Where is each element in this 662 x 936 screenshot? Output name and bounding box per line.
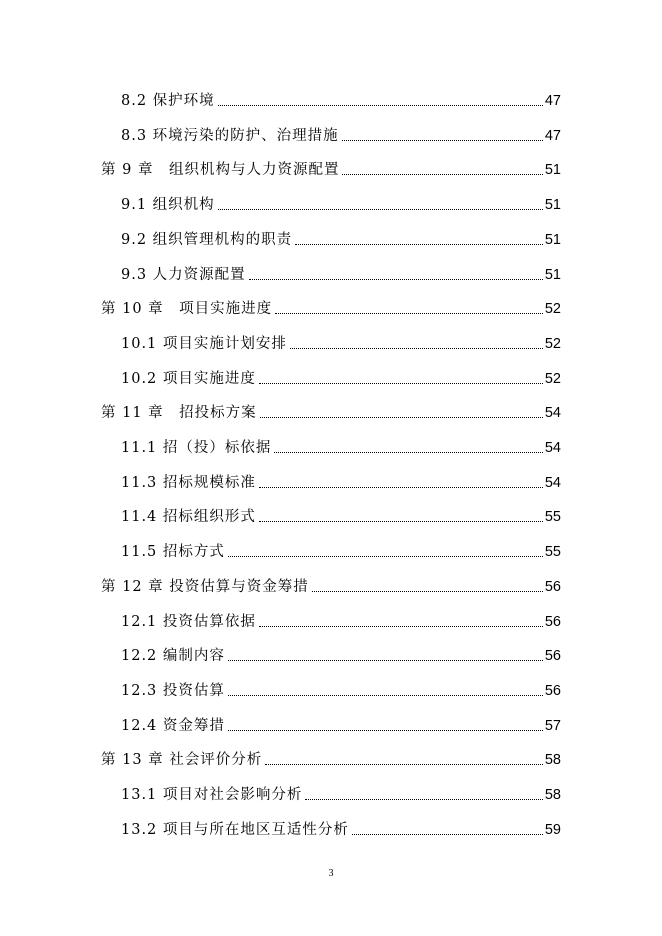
toc-entry-page: 51	[544, 162, 561, 178]
toc-chapter-entry[interactable]	[101, 747, 561, 769]
toc-entry-title: 11.5 招标方式	[121, 544, 225, 560]
toc-dot-leader	[218, 104, 543, 106]
toc-entry-title: 8.2 保护环境	[121, 93, 215, 109]
toc-entry-page: 52	[544, 371, 561, 387]
toc-entry-title: 10.1 项目实施计划安排	[121, 336, 287, 352]
toc-dot-leader	[228, 694, 543, 696]
toc-entry-page: 56	[544, 579, 561, 595]
toc-entry-title: 第 9 章 组织机构与人力资源配置	[101, 162, 340, 178]
toc-section-entry[interactable]	[121, 435, 561, 457]
toc-section-entry[interactable]	[121, 262, 561, 284]
toc-entry-page: 52	[544, 301, 561, 317]
toc-entry-title: 第 13 章 社会评价分析	[101, 752, 263, 768]
toc-section-entry[interactable]	[121, 504, 561, 526]
toc-entry-page: 54	[544, 475, 561, 491]
toc-section-entry[interactable]	[121, 643, 561, 665]
toc-dot-leader	[259, 486, 543, 488]
toc-dot-leader	[342, 173, 542, 175]
toc-section-entry[interactable]	[121, 713, 561, 735]
toc-entry-title: 10.2 项目实施进度	[121, 371, 256, 387]
toc-entry-title: 9.3 人力资源配置	[121, 267, 246, 283]
toc-entry-page: 51	[544, 197, 561, 213]
toc-chapter-entry[interactable]	[101, 400, 561, 422]
toc-entry-page: 55	[544, 509, 561, 525]
toc-section-entry[interactable]	[121, 539, 561, 561]
toc-dot-leader	[259, 625, 543, 627]
toc-entry-page: 56	[544, 648, 561, 664]
toc-entry-title: 11.4 招标组织形式	[121, 509, 256, 525]
toc-entry-title: 12.2 编制内容	[121, 648, 225, 664]
toc-entry-page: 58	[544, 787, 561, 803]
toc-section-entry[interactable]	[121, 782, 561, 804]
toc-entry-page: 54	[544, 405, 561, 421]
toc-entry-title: 8.3 环境污染的防护、治理措施	[121, 128, 339, 144]
toc-section-entry[interactable]	[121, 678, 561, 700]
toc-section-entry[interactable]	[121, 88, 561, 110]
toc-entry-title: 9.2 组织管理机构的职责	[121, 232, 293, 248]
toc-dot-leader	[259, 382, 543, 384]
toc-dot-leader	[259, 520, 543, 522]
toc-dot-leader	[260, 416, 543, 418]
toc-dot-leader	[295, 243, 543, 245]
toc-section-entry[interactable]	[121, 192, 561, 214]
toc-entry-page: 59	[544, 822, 561, 838]
toc-dot-leader	[312, 590, 543, 592]
toc-entry-page: 57	[544, 718, 561, 734]
toc-entry-title: 12.4 资金筹措	[121, 718, 225, 734]
toc-entry-title: 12.3 投资估算	[121, 683, 225, 699]
toc-entry-title: 11.3 招标规模标准	[121, 475, 256, 491]
toc-entry-page: 52	[544, 336, 561, 352]
toc-section-entry[interactable]	[121, 817, 561, 839]
toc-dot-leader	[342, 139, 543, 141]
page-number: 3	[328, 868, 334, 879]
toc-dot-leader	[265, 763, 543, 765]
toc-dot-leader	[352, 833, 543, 835]
toc-entry-page: 47	[544, 93, 561, 109]
toc-entry-page: 58	[544, 752, 561, 768]
toc-chapter-entry[interactable]	[101, 157, 561, 179]
toc-chapter-entry[interactable]	[101, 296, 561, 318]
toc-chapter-entry[interactable]	[101, 574, 561, 596]
toc-entry-title: 第 11 章 招投标方案	[101, 405, 257, 421]
toc-dot-leader	[228, 659, 543, 661]
toc-section-entry[interactable]	[121, 609, 561, 631]
toc-dot-leader	[274, 451, 542, 453]
toc-dot-leader	[228, 729, 543, 731]
toc-dot-leader	[275, 312, 543, 314]
toc-entry-title: 12.1 投资估算依据	[121, 614, 256, 630]
toc-entry-title: 11.1 招（投）标依据	[121, 440, 272, 456]
toc-entry-title: 13.2 项目与所在地区互适性分析	[121, 822, 349, 838]
toc-entry-title: 第 10 章 项目实施进度	[101, 301, 273, 317]
toc-entry-title: 13.1 项目对社会影响分析	[121, 787, 303, 803]
toc-entry-page: 54	[544, 440, 561, 456]
toc-dot-leader	[290, 347, 543, 349]
toc-entry-page: 55	[544, 544, 561, 560]
toc-dot-leader	[305, 798, 542, 800]
toc-section-entry[interactable]	[121, 227, 561, 249]
toc-section-entry[interactable]	[121, 331, 561, 353]
toc-entry-title: 9.1 组织机构	[121, 197, 215, 213]
toc-dot-leader	[249, 278, 543, 280]
toc-entry-page: 56	[544, 614, 561, 630]
toc-entry-page: 51	[544, 267, 561, 283]
toc-entry-page: 47	[544, 128, 561, 144]
toc-entry-title: 第 12 章 投资估算与资金筹措	[101, 579, 309, 595]
toc-entry-page: 51	[544, 232, 561, 248]
toc-dot-leader	[228, 555, 543, 557]
toc-entry-page: 56	[544, 683, 561, 699]
toc-section-entry[interactable]	[121, 366, 561, 388]
toc-section-entry[interactable]	[121, 123, 561, 145]
toc-section-entry[interactable]	[121, 470, 561, 492]
toc-dot-leader	[218, 208, 543, 210]
